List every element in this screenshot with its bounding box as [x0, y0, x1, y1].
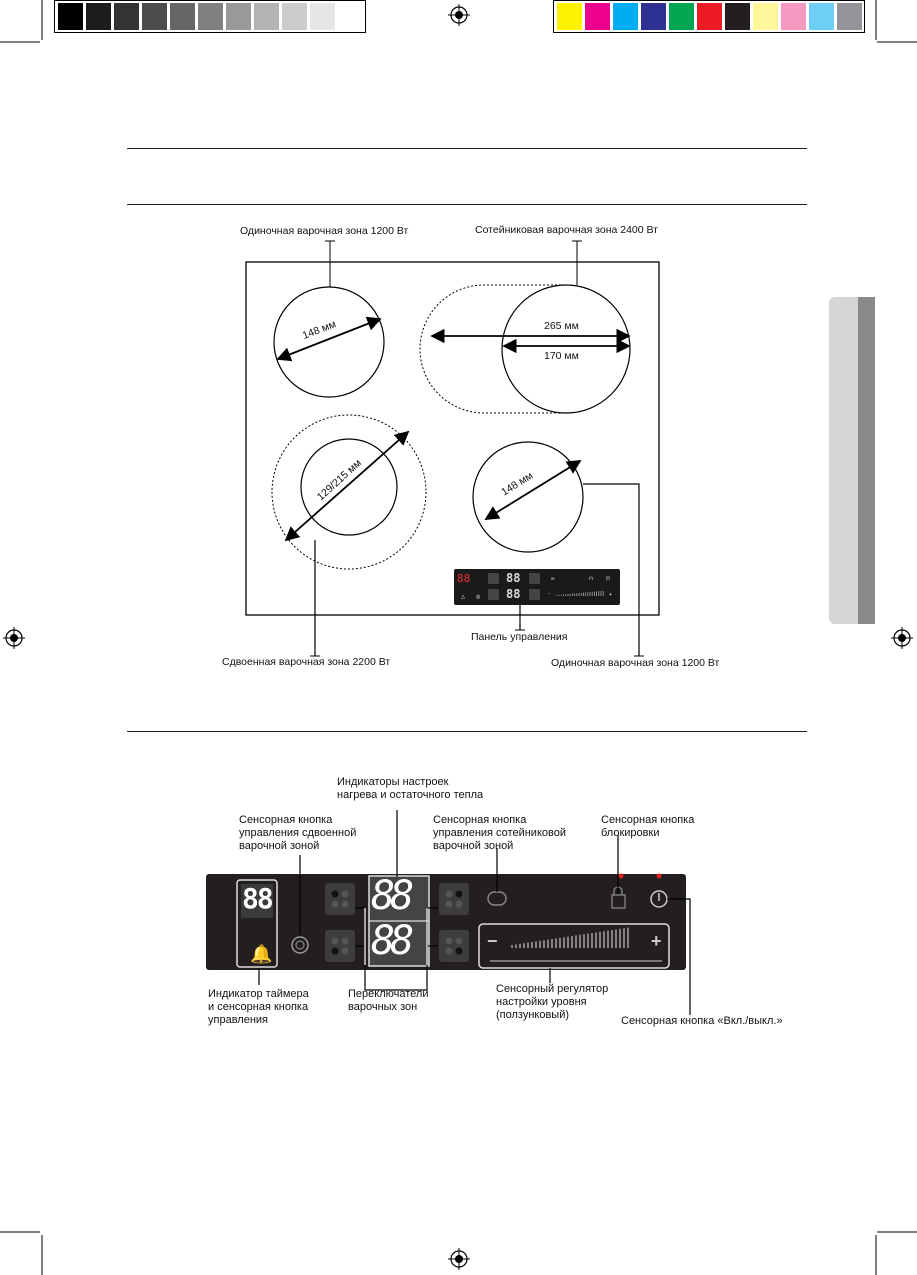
callout-heat-indicators: Индикаторы настроек нагрева и остаточного тепла: [337, 776, 484, 801]
dim-label-148-a: 148 мм: [300, 318, 338, 342]
label-single-zone-top: Одиночная варочная зона 1200 Вт: [240, 225, 409, 237]
callout-dual-zone-button: Сенсорная кнопка управления сдвоенной варочной зоной: [239, 814, 357, 852]
callout-timer-indicator: Индикатор таймера и сенсорная кнопка управления: [208, 988, 309, 1026]
label-control-panel: Панель управления: [471, 631, 568, 643]
label-pan-zone: Сотейниковая варочная зона 2400 Вт: [475, 224, 658, 236]
dim-label-265: 265 мм: [544, 320, 579, 332]
mini-zone-display-top: 88: [506, 571, 521, 585]
dim-label-148-b: 148 мм: [499, 469, 536, 499]
callout-lock-button: Сенсорная кнопка блокировки: [601, 814, 695, 839]
mini-zone-display-bottom: 88: [506, 587, 521, 601]
slider-plus[interactable]: +: [651, 931, 662, 951]
zone-bottom-right: [473, 442, 583, 552]
zone-bridge-dashed: [420, 285, 565, 413]
zone-display-top: 88: [371, 873, 410, 919]
callout-slider: Сенсорный регулятор настройки уровня (ползунковый): [496, 983, 609, 1021]
callout-pan-zone-button: Сенсорная кнопка управления сотейниковой варочной зоной: [433, 814, 566, 852]
svg-text:-: -: [548, 591, 550, 597]
callout-power-button: Сенсорная кнопка «Вкл./выкл.»: [621, 1015, 783, 1027]
svg-text:△: △: [461, 594, 465, 600]
cooktop-outline: [246, 262, 659, 615]
zone-top-left: [274, 287, 384, 397]
timer-display: 88: [242, 882, 272, 915]
slider-minus[interactable]: −: [487, 931, 498, 951]
svg-text:+: +: [609, 592, 612, 598]
callout-zone-switches: Переключатели варочных зон: [348, 988, 429, 1013]
dim-label-170: 170 мм: [544, 350, 579, 362]
label-single-zone-bottom: Одиночная варочная зона 1200 Вт: [551, 657, 720, 669]
svg-text:◎: ◎: [476, 594, 481, 600]
bell-icon: 🔔: [250, 944, 273, 964]
svg-text:∞: ∞: [551, 576, 555, 582]
control-panel-diagram: [0, 700, 917, 1060]
label-dual-zone: Сдвоенная варочная зона 2200 Вт: [222, 656, 391, 668]
zone-top-right: [502, 285, 630, 413]
svg-text:⊓: ⊓: [589, 576, 593, 582]
mini-timer-display: 88: [457, 572, 471, 585]
zone-display-bottom: 88: [371, 918, 410, 964]
svg-text:⏻: ⏻: [606, 576, 610, 582]
dim-label-129-215: 129/215 мм: [314, 457, 364, 504]
